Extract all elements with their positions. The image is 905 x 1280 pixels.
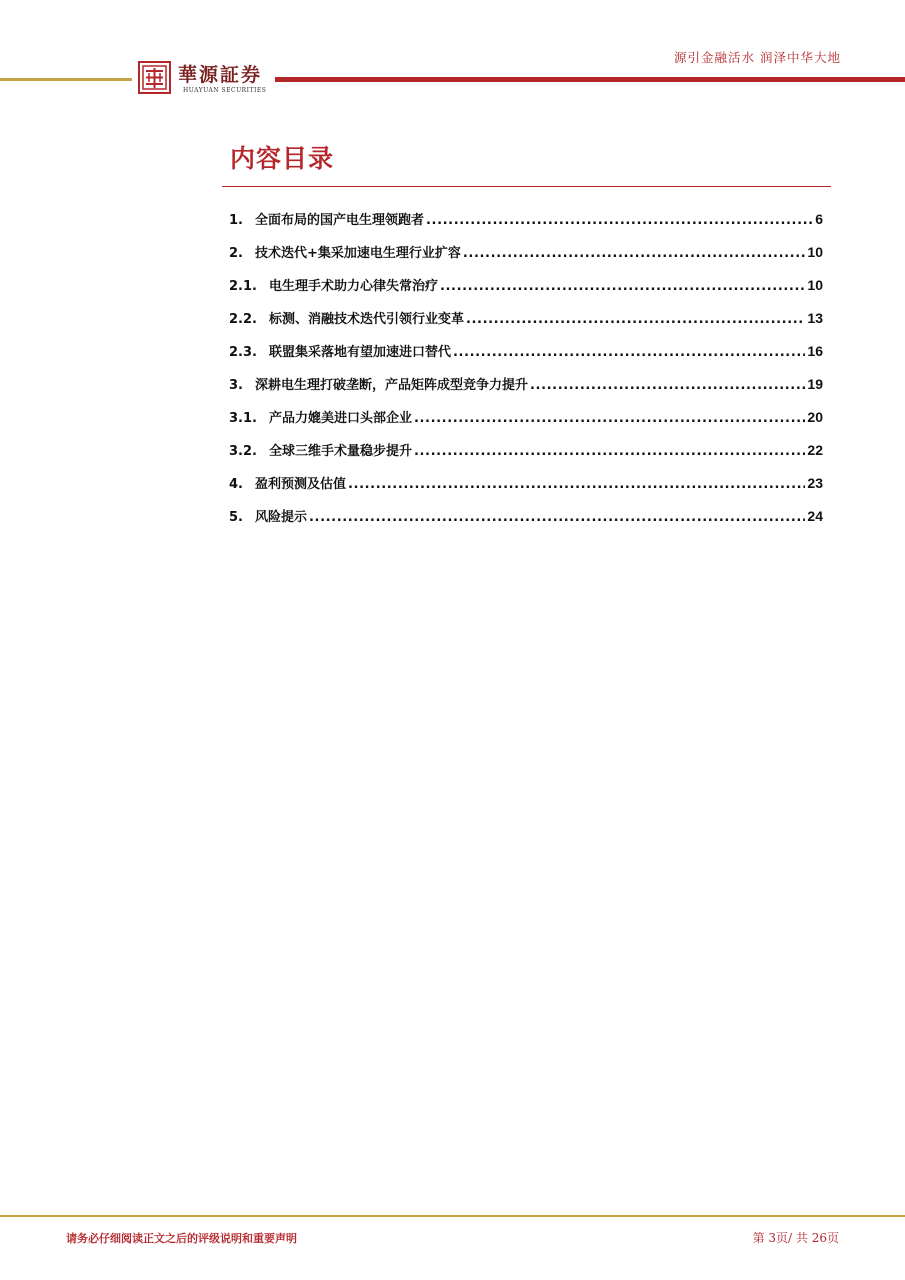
toc-entry[interactable]	[229, 341, 823, 374]
logo-chinese-name: 華源証券	[178, 64, 263, 86]
footer-disclaimer: 请务必仔细阅读正文之后的评级说明和重要声明	[66, 1232, 297, 1245]
toc-entry-number: 3.	[229, 378, 243, 393]
toc-title-rule	[222, 186, 831, 187]
toc-leader-dots	[440, 279, 805, 294]
toc-entry-number: 3.1.	[229, 411, 257, 426]
toc-entry-number: 4.	[229, 477, 243, 492]
footer-page-info: 第 3页/ 共 26页	[752, 1231, 839, 1245]
toc-entry-title: 全面布局的国产电生理领跑者	[254, 213, 424, 228]
toc-entry-number: 5.	[229, 510, 243, 525]
toc-entry-title: 产品力媲美进口头部企业	[268, 411, 412, 426]
toc-leader-dots	[463, 246, 806, 261]
toc-entry-number: 2.2.	[229, 312, 257, 327]
toc-title: 内容目录	[230, 144, 335, 173]
footer-gold-rule	[0, 1215, 905, 1217]
toc-entry-number: 2.	[229, 246, 243, 261]
toc-entry-title: 联盟集采落地有望加速进口替代	[268, 345, 451, 360]
logo-english-name: HUAYUAN SECURITIES	[183, 87, 267, 94]
toc-leader-dots	[414, 411, 805, 426]
toc-entry-page: 16	[807, 343, 823, 359]
toc-list	[229, 209, 823, 539]
toc-entry[interactable]	[229, 242, 823, 275]
toc-entry-page: 19	[807, 376, 823, 392]
toc-entry-page: 22	[807, 442, 823, 458]
toc-entry-title: 技术迭代+集采加速电生理行业扩容	[254, 246, 461, 261]
toc-entry[interactable]	[229, 209, 823, 242]
toc-entry-page: 23	[807, 475, 823, 491]
toc-leader-dots	[309, 510, 805, 525]
toc-leader-dots	[530, 378, 805, 393]
toc-entry-title: 电生理手术助力心律失常治疗	[268, 279, 438, 294]
toc-entry[interactable]	[229, 275, 823, 308]
toc-entry[interactable]	[229, 473, 823, 506]
toc-entry-title: 风险提示	[254, 510, 307, 525]
toc-entry[interactable]	[229, 374, 823, 407]
header-red-rule	[275, 77, 905, 82]
toc-leader-dots	[348, 477, 805, 492]
toc-entry-number: 2.3.	[229, 345, 257, 360]
toc-leader-dots	[426, 213, 813, 228]
toc-leader-dots	[414, 444, 805, 459]
toc-entry-number: 3.2.	[229, 444, 257, 459]
toc-entry-page: 20	[807, 409, 823, 425]
toc-entry-page: 10	[807, 277, 823, 293]
toc-entry[interactable]	[229, 407, 823, 440]
toc-entry-page: 13	[807, 310, 823, 326]
toc-entry-page: 6	[815, 211, 823, 227]
toc-entry-title: 标测、消融技术迭代引领行业变革	[268, 312, 464, 327]
toc-entry-title: 盈利预测及估值	[254, 477, 346, 492]
toc-entry-number: 2.1.	[229, 279, 257, 294]
toc-entry-title: 深耕电生理打破垄断，产品矩阵成型竞争力提升	[254, 378, 528, 393]
huayuan-logo-icon	[138, 61, 171, 94]
toc-entry-page: 10	[807, 244, 823, 260]
toc-entry[interactable]	[229, 506, 823, 539]
toc-entry[interactable]	[229, 308, 823, 341]
toc-leader-dots	[466, 312, 805, 327]
toc-entry[interactable]	[229, 440, 823, 473]
header-gold-rule	[0, 78, 132, 81]
toc-entry-title: 全球三维手术量稳步提升	[268, 444, 412, 459]
header-slogan: 源引金融活水 润泽中华大地	[674, 50, 841, 65]
toc-entry-number: 1.	[229, 213, 243, 228]
toc-entry-page: 24	[807, 508, 823, 524]
toc-leader-dots	[453, 345, 805, 360]
